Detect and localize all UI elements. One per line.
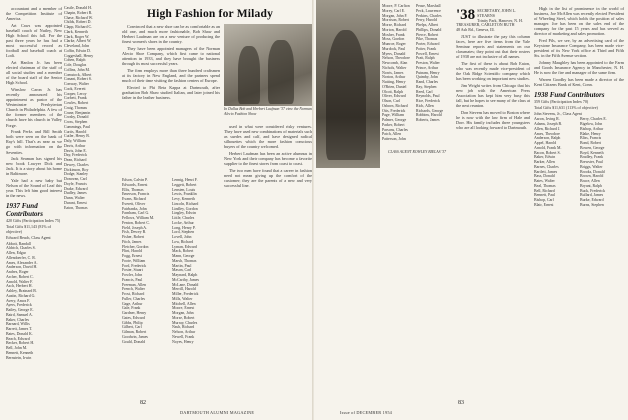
news-paragraph: Winslow Caron Jr. has recently announced his appointment as pastor of the Westminster Presbyterian Church in Philadelphia. A few of the former members of the church have his church in Valley Forge.: [6, 86, 62, 128]
contributor-name: Lensten, Louis: [172, 187, 196, 192]
left-col-2: [64, 6, 120, 401]
contributor-name: Patch, Allen: [382, 132, 402, 137]
contributor-name: Farnham, Carl G.: [122, 211, 150, 216]
contributor-name: Perkins, Charles: [416, 13, 442, 18]
article-paragraph: used in what were considered risky ventures. They have used new combinations of materials such as suedes and calf, and have designed radical silhouettes which the more fashion conscious buyers of the country welcomed.: [224, 124, 312, 150]
contributor-name: Preston, Walter: [416, 61, 440, 65]
contributor-list: [64, 6, 120, 210]
contributor-name: Dodge, Stanley: [64, 172, 88, 177]
contributor-name: Gates, Edward: [122, 315, 145, 320]
contributor-name: Nutting, Henry: [382, 80, 406, 84]
contributor-name: Gilbert, Carl: [122, 325, 142, 330]
contributor-name: Roberts, James: [416, 118, 440, 122]
contributor-name: Gardner, Henry: [122, 311, 147, 315]
fund-total-1938: Total Gifts $11,631 (113% of objective): [534, 104, 598, 110]
right-col-1: [382, 4, 414, 148]
class-officer-line: 48 Ash Rd., Geneva, Ill.: [456, 27, 495, 33]
contributor-name: Castle, Donald H.: [64, 6, 92, 10]
fund-heading-1938: 1938 Fund Contributors: [534, 90, 605, 99]
contributor-name: Chapin, Robert R.: [64, 10, 93, 15]
contributor-name: Fenton, Robert C.: [122, 220, 150, 225]
contributor-name: Fogg, Ernest: [122, 254, 142, 258]
right-col-3: [318, 170, 452, 400]
contributor-name: Gibbs, Philip: [122, 320, 143, 325]
class-officer-line: TREASURER, CARLETON RUTH: [456, 22, 515, 28]
contributor-name: Ayers, Frederick: [6, 303, 32, 308]
contributor-name: Locke, Arthur: [172, 220, 194, 225]
contributor-name: Maynard, Ralph: [172, 273, 198, 277]
contributor-name: Collins, John M.: [64, 67, 90, 72]
contributor-name: Pierce, Robert: [416, 32, 439, 37]
contributor-name: Newell, Frank: [172, 334, 195, 339]
contributor-name: Corbett, Frank: [64, 96, 87, 101]
contributor-list: [122, 178, 170, 344]
contributor-name: Cole, Douglas: [64, 63, 87, 67]
class-note-paragraph: JUST to illustrate the pay this column faces, here are five items from the Yale Seminar reports and statements on our classmates; they point out that their rosters of 1938 are not inclusive of all names.: [456, 33, 530, 60]
contributor-name: Allendoerfer, C. R.: [6, 255, 36, 260]
contributor-name: Quimby, John: [416, 75, 438, 80]
contributor-name: Allen, Edgar: [6, 251, 26, 256]
contributor-name: Brown, Harold: [580, 174, 604, 179]
contributor-name: Fowler, John: [122, 273, 143, 277]
contributor-name: Morton, Harold: [382, 27, 407, 32]
contributor-name: Bernstein, Irwin: [6, 355, 32, 360]
contributor-name: Olcott, Ralph: [382, 89, 403, 94]
contributor-name: Peck, Lawrence: [416, 8, 441, 13]
contributor-name: Ames, Alexander A.: [6, 260, 38, 265]
contributor-list: [172, 178, 220, 344]
contributor-name: Moss, Gordon: [382, 37, 405, 42]
contributor-name: Fletcher, Gordon: [122, 244, 149, 249]
class-note-paragraph: Fred Pils, we see, by an advertising card of the Keystone Insurance Company, has been made vice-president of its New York office at Third and Fifth Sts. in the Fifth Avenue section.: [534, 38, 624, 59]
contributor-name: Bailey, George E.: [6, 308, 34, 313]
contributor-name: Coffin, Edwin D.: [64, 48, 91, 53]
contributor-name: Bates, Donald K.: [6, 331, 33, 336]
class-note-paragraph: Jim Wright writes from Chicago that his new job with the American Press Association has kept him very busy this fall, but he hopes to see many of the class at the next reunion.: [456, 82, 530, 109]
contributor-name: Ames, Theodore: [534, 131, 560, 136]
contributor-list: [416, 4, 452, 123]
contributor-name: Berry, Charles E.: [580, 117, 607, 122]
contributor-name: Bishop, Arthur: [580, 126, 604, 131]
class-note-paragraph: Johnny Maughley has been appointed to the Farm and Goods Insurance Agency in Manchester, N. H. He is now the fire and manager of the same firm.: [534, 59, 624, 76]
contributor-name: Rich, Allen: [416, 103, 434, 108]
contributor-name: Bell, Richard: [534, 188, 555, 193]
contributor-name: Avery, Amos F.: [6, 298, 31, 303]
contributor-name: Morgan, John: [172, 311, 194, 315]
contributor-name: Eaton, Thomas: [64, 205, 88, 210]
contributor-name: Cohen, Ralph: [64, 58, 86, 63]
contributor-name: Becker, Robert H.: [6, 341, 35, 346]
contributor-name: Cummings, Paul: [64, 124, 90, 129]
contributor-name: Fuller, Charles: [122, 296, 145, 301]
contributor-name: Moore, Ernest: [172, 306, 195, 311]
contributor-name: Bass, Donald: [534, 174, 555, 179]
contributor-name: Durant, Ernest: [64, 200, 87, 205]
contributor-name: Morgan, John F.: [382, 13, 408, 18]
article-headline: High Fashion for Milady: [146, 8, 274, 20]
contributor-name: Brooks, Donald: [580, 169, 605, 174]
contributor-name: Clark, Kenneth: [64, 29, 88, 34]
contributor-name: Gage, Arthur: [122, 301, 143, 306]
contributor-name: Gould, Donald: [122, 339, 146, 344]
contributor-name: Nichols, Walter: [382, 65, 407, 70]
contributor-name: Adams, Joseph B.: [534, 122, 563, 127]
contributor-name: Edson, Calvin P.: [122, 178, 148, 182]
contributor-name: Osborn, Richard: [382, 103, 408, 108]
contributor-name: Freeman, Allen: [122, 282, 146, 287]
contributor-name: Briggs, Walter: [580, 164, 603, 169]
page-number-left: 82: [140, 400, 146, 406]
contributor-name: Little, Charles: [172, 216, 195, 220]
contributor-name: Pike, Thomas: [416, 37, 438, 42]
contributor-list: [382, 4, 414, 142]
contributor-name: Field, Joseph A.: [122, 225, 148, 230]
contributor-name: Patterson, John: [382, 137, 406, 141]
contributor-name: Myers, Donald: [382, 51, 406, 56]
contributor-name: Robbins, Harold: [416, 113, 442, 118]
contributor-name: Bowen, George: [580, 145, 605, 150]
contributor-name: McCarthy, James: [172, 277, 199, 282]
contributor-name: Blake, Henry: [580, 131, 601, 136]
contributor-name: Mack, Robert: [172, 249, 194, 254]
contributor-name: Bates, Walter: [534, 179, 555, 184]
contributor-name: Nelson, Theodore: [382, 56, 410, 61]
contributor-name: Bartlett, James: [534, 169, 558, 174]
contributor-name: Bacon, Robert S.: [534, 150, 561, 155]
contributor-name: Davis, John E.: [64, 148, 87, 153]
contributor-name: Marsh, Thomas: [172, 258, 197, 263]
contributor-name: Donovan, Carl: [64, 177, 87, 181]
class-notes-text: [456, 34, 530, 130]
contributor-name: Potter, Frank: [416, 46, 437, 51]
contributor-name: Conway, Walter: [64, 82, 89, 86]
contributor-name: Fellows, William M.: [122, 216, 155, 220]
contributor-name: Buck, Frederick: [580, 188, 606, 193]
contributor-name: Barnes, Charles: [534, 164, 559, 169]
contributor-name: Abbott, Randall: [6, 241, 31, 246]
article-paragraph: Convinced that a new shoe can be as comfortable as an old one, and much more fashionable, Bob Shaw and Herbert Laufman are on a new venture of producing the finest women's shoes in the country.: [122, 24, 220, 45]
contributor-name: Asch, Herbert H.: [6, 284, 33, 289]
contributor-name: Arnold, Walter F.: [6, 279, 33, 284]
left-col-5: [172, 178, 220, 398]
class-note-paragraph: Warren Goodby has been made a director of the Kent Citizens Bank of Kent, Conn.: [534, 76, 624, 87]
page-number-right: 83: [458, 400, 464, 406]
contributor-name: Powell, Ernest: [416, 51, 439, 56]
contributor-name: Perry, Harold: [416, 18, 437, 23]
contributor-name: Noyes, Henry: [172, 339, 194, 344]
contributor-name: Goodwin, James: [122, 334, 148, 339]
contributor-name: Cross, Stephen: [64, 120, 88, 124]
contributor-name: Bryant, Ralph: [580, 183, 602, 188]
contributor-name: Barrett, James T.: [6, 327, 33, 332]
contributor-name: Baker, Edwin: [534, 155, 556, 160]
contributor-name: Bennett, Paul: [534, 193, 555, 198]
contributor-name: Drake, Edward: [64, 186, 88, 191]
contributor-name: Francis, Paul: [122, 277, 143, 282]
contributor-name: Cleveland, John: [64, 44, 90, 48]
contributor-name: Porter, Edward: [416, 42, 440, 46]
fund-agent-1937: Edward Beach, Class Agent: [6, 234, 51, 240]
contributor-name: Bigelow, John: [580, 122, 603, 127]
contributor-name: Ellis, Thomas: [122, 187, 144, 192]
contributor-name: O'Brien, Daniel: [382, 84, 407, 89]
contributor-name: Chase, Richard W.: [64, 15, 93, 20]
contributor-name: Gale, Frank: [122, 306, 141, 311]
contributor-name: Otis, Frederick: [382, 108, 406, 113]
contributor-name: Lewis, Franklin: [172, 192, 197, 197]
contributor-name: Lord, Stephen: [172, 230, 195, 235]
contributor-name: Everett, Oliver: [122, 201, 146, 206]
contributor-name: Long, Henry P.: [172, 225, 196, 230]
contributor-name: Dunn, Walter: [64, 196, 85, 200]
contributor-name: Aldrich, Charles S.: [6, 246, 36, 251]
class-note-paragraph: Don Stevens has moved to Boston where he is now with the law firm of Hale and Dorr. His family includes three youngsters who are all looking forward to Dartmouth.: [456, 109, 530, 131]
contributor-name: Lingley, Edwin: [172, 211, 196, 216]
news-paragraph: Frank Perks and Bill Smith both were seen on the bank of Ray's hill. That's as near as we go with information on the Seventies.: [6, 129, 62, 155]
class-notes-column: [456, 6, 530, 401]
contributor-name: Bliss, Francis: [580, 136, 602, 141]
contributor-name: Murdock, Paul: [382, 46, 406, 51]
contributor-name: Phelps, Albert: [416, 23, 439, 27]
contributor-name: Flint, Harold: [122, 249, 143, 254]
contributor-name: Ashley, Brainard B.: [6, 289, 37, 294]
contributor-name: Emerson, Francis: [122, 192, 150, 197]
contributor-name: Martin, Paul: [172, 263, 192, 268]
article-paragraph: They have been appointed managers of the Norman Alecio Shoe Company, which first came to national attention in 1933, and they have brought the business through its most successful years.: [122, 45, 220, 67]
contributor-name: Phillips, Donald: [416, 27, 442, 32]
contributor-name: Lennig, Henri F.: [172, 178, 198, 182]
contributor-name: Dewey, Charles: [64, 162, 89, 167]
contributor-name: Levy, Kenneth: [172, 197, 195, 201]
class-note-paragraph: High in the list of prominence in the world of business, Joe McAllen was recently elected President of Wheeling Steel, which holds the position of sales manager. Joe has been on the sales end of the company for the past 15 years and has served as director of marketing and sales promotion.: [534, 6, 624, 37]
contributor-name: Clapp, Richard C.: [64, 25, 93, 29]
contributor-name: Cooper, Leroy: [64, 91, 87, 96]
contributor-name: Baird, Samuel A.: [6, 312, 33, 317]
contributor-name: Foote, William: [122, 258, 146, 263]
fund-agent-1938: John Stevens, Jr., Class Agent: [534, 110, 582, 116]
news-paragraph: Yale had a new baby but Nelson of the Sound of Leaf this year. This left him good interest in the news.: [6, 178, 62, 199]
contributor-name: Fitch, James: [122, 239, 142, 244]
contributor-name: Nelson, Arthur: [172, 330, 196, 334]
contributor-name: Morse, Richard: [382, 23, 407, 27]
contributor-name: Day, Frederick: [64, 153, 88, 158]
contributor-name: Coggeshall, Henry: [64, 53, 94, 58]
fund-heading-1937: 1937 Fund Contributors: [6, 202, 43, 219]
contributor-name: Boyd, Kenneth: [580, 150, 604, 155]
left-col-6: [224, 178, 310, 398]
contributor-name: Bennett, Kenneth: [6, 350, 34, 355]
article-paragraph: Herbert Laufman has been an active alumnus in New York and their company has become a favorite supplier to the finest stores from coast to coast.: [224, 150, 312, 167]
contributor-name: Foster, Stuart: [122, 268, 143, 273]
contributor-name: Nash, Richard: [172, 325, 195, 330]
contributor-name: Crane, Benjamin: [64, 110, 91, 115]
contributor-name: Bradley, Frank: [580, 155, 604, 160]
contributor-name: Bond, Robert: [580, 141, 601, 146]
contributor-name: Burke, Edward: [580, 198, 604, 203]
contributor-name: Anderson, David H.: [6, 265, 38, 270]
contributor-name: Appel, Harold: [534, 141, 557, 146]
contributor-name: Leggett, Robert: [172, 182, 197, 187]
article-paragraph: Elected to Phi Beta Kappa at Dartmouth, after graduation Bob Shaw studied Italian, and later joined his father in the leather business.: [122, 84, 220, 100]
contributor-name: Reynolds, Paul: [416, 94, 440, 99]
contributor-name: Andres, Roger: [6, 270, 29, 275]
contributor-name: Merrill, Harold: [172, 287, 196, 292]
article-continued: [224, 124, 312, 189]
contributor-name: Daly, William: [64, 139, 86, 143]
contributor-name: Putnam, Henry: [416, 70, 440, 75]
contributor-name: Fisher, Robert: [122, 235, 145, 239]
contributor-name: Ray, Stephen: [416, 84, 437, 89]
class-officer-line: SECRETARY, JOHN L. STEARNS: [477, 8, 517, 18]
contributor-name: Morey, Carl E.: [382, 8, 406, 13]
contributor-name: Pease, Marshall: [416, 4, 441, 8]
contributor-name: Blair, Ernest: [534, 202, 554, 207]
class-officer-line: Trinity Park, Hanover, N. H.: [477, 17, 523, 23]
fund-participation-1937: 420 Gifts (Participation Index 75): [6, 218, 61, 224]
contributor-name: Mason, Carl: [172, 268, 192, 273]
contributor-name: Oliver, Edward: [382, 94, 406, 99]
contributor-name: Dean, Richard: [64, 158, 87, 162]
contributor-name: Beach, Edward: [6, 336, 30, 341]
contributor-name: Dudley, James: [64, 191, 87, 196]
article-body: [122, 24, 220, 174]
contributor-name: Conant, Robert S.: [64, 77, 92, 82]
contributor-name: Richards, George: [416, 108, 444, 113]
contributor-name: Prince, Arthur: [416, 65, 439, 70]
contributor-name: Lindley, Gordon: [172, 206, 198, 211]
footer-right: Issue of DECEMBER 1954: [340, 410, 393, 415]
contributor-name: Comstock, Albert: [64, 72, 92, 77]
contributor-name: Morrison, Robert: [382, 18, 410, 23]
contributor-name: Anderson, Ralph: [534, 136, 561, 141]
right-col-5: [534, 6, 624, 401]
class-year-heading: '38: [456, 7, 476, 23]
fund-names-1938: [534, 117, 578, 207]
news-paragraph: Jack Seaman has signed his new book Lawyer Dick and Jack. It is a story about his home in Baltimore.: [6, 156, 62, 177]
contributor-name: Ford, Frederick: [122, 263, 147, 268]
contributor-name: Evans, Richard: [122, 197, 146, 201]
fund-participation-1938: 359 Gifts (Participation Index 70): [534, 98, 589, 104]
contributor-name: Barker, Allen: [534, 160, 555, 165]
news-paragraph: Art Hanlon Jr. has been elected chairman of the staff of all social studies and a member of the board staff of the Senior High School.: [6, 59, 62, 86]
fund-names-1938: [580, 117, 624, 207]
fashion-photo-caption: In Dallas Bob and Herbert Laufman '37 view the Norman Alecio Fashion Show: [224, 107, 312, 116]
contributor-name: Childs, Robert D.: [64, 20, 92, 25]
news-paragraph: accountant and a member of the Competition Institute of America.: [6, 6, 62, 22]
contributor-name: Lincoln, Richard: [172, 201, 199, 206]
contributor-name: Gilman, Robert: [122, 330, 147, 334]
contributor-name: Olson, Carl: [382, 99, 400, 103]
contributor-name: Cook, Everett: [64, 86, 86, 91]
contributor-name: Mann, George: [172, 254, 195, 258]
contributor-name: Archer, Robert C.: [6, 274, 34, 279]
contributor-name: Murray, Charles: [172, 320, 198, 325]
left-col-1: [6, 6, 62, 401]
contributor-name: Clark, Roger W.: [64, 34, 90, 39]
contributor-name: Davis, Arthur: [64, 143, 86, 148]
article-paragraph: The two men have found that a career in fashion need not mean giving up the comfort of the customer; they are the parents of a new and very successful line.: [224, 167, 312, 189]
contributor-name: Doyle, Francis: [64, 181, 87, 186]
class-agent-caption: CLASS AGENT ROWLEY BIELAS '37: [387, 150, 447, 154]
contributor-name: Rand, Charles: [416, 80, 439, 84]
left-col-4: [122, 178, 170, 398]
contributor-name: Crosby, Donald: [64, 115, 89, 120]
contributor-name: Arnold, Frank M.: [534, 145, 562, 150]
contributor-name: Fairbanks, John: [122, 206, 147, 211]
contributor-name: Bell, John M.: [6, 346, 28, 351]
class-notes-text: [534, 6, 624, 87]
contributor-name: Burns, Stephen: [580, 202, 604, 207]
contributor-name: Brewster, Paul: [580, 160, 603, 165]
fund-names-1937: [6, 242, 62, 361]
contributor-name: Page, William: [382, 113, 405, 118]
contributor-name: Moore, P. Carlton: [382, 4, 410, 8]
contributor-name: Norton, Arthur: [382, 75, 406, 80]
fund-total-1937: Total Gifts $11,143 (81% of objective): [6, 224, 52, 234]
contributor-name: Bullard, James: [580, 193, 604, 198]
contributor-name: Reed, Carl: [416, 89, 433, 94]
news-paragraph: Art Caws was appointed baseball coach of Nutley, New High School this fall. For the past three years he has had a most successful record as football and baseball coach at Lodi.: [6, 22, 62, 59]
contributor-name: Bruce, Allen: [580, 179, 600, 184]
contributor-name: Beal, Thomas: [534, 183, 556, 188]
contributor-name: McLane, Donald: [172, 282, 199, 287]
contributor-name: Morse, Robert: [172, 315, 195, 320]
contributor-name: Aaron, Irving R.: [534, 117, 560, 122]
contributor-name: Clarke, Albert W.: [64, 39, 92, 44]
contributor-name: Cutler, Henry B.: [64, 134, 90, 139]
contributor-name: Parsons, Charles: [382, 127, 408, 132]
contributor-name: Munroe, Roger: [382, 42, 406, 46]
contributor-name: Lovell, John: [172, 235, 192, 239]
contributor-name: Rice, Frederick: [416, 99, 440, 103]
contributor-name: Mosher, Frank: [382, 32, 405, 37]
contributor-name: Allen, Richard J.: [534, 126, 561, 131]
contributor-name: Fish, Dewey B.: [122, 230, 147, 235]
contributor-name: Barnard, Willis: [6, 322, 30, 327]
footer-left: DARTMOUTH ALUMNI MAGAZINE: [180, 410, 255, 415]
contributor-name: Dickinson, Roy: [64, 167, 89, 172]
news-notes-text: [6, 6, 62, 198]
contributor-name: Palmer, George: [382, 118, 407, 122]
contributor-name: Austin, Richard G.: [6, 293, 36, 298]
class-note-paragraph: The first of these is about Bob Eaton, who was recently made vice-president of the Oak Ridge Scientific company which has been working on important new studies.: [456, 60, 530, 82]
contributor-name: Mitchell, Allen: [172, 301, 196, 306]
contributor-name: Curtis, Harold: [64, 129, 87, 134]
contributor-name: Frost, Richard: [122, 292, 145, 296]
contributor-name: French, Walter: [122, 287, 145, 292]
contributor-name: Baker, Charles: [6, 317, 29, 322]
contributor-name: Mills, Walter: [172, 296, 193, 301]
contributor-name: Miller, Frederick: [172, 292, 199, 296]
contributor-name: Craig, Thomas: [64, 105, 88, 110]
contributor-name: Bishop, Carl: [534, 198, 554, 203]
contributor-name: Parker, Robert: [382, 122, 405, 127]
right-col-2: [416, 4, 452, 148]
contributor-name: Pratt, Ralph: [416, 56, 435, 61]
contributor-name: Cowles, Robert: [64, 101, 89, 105]
contributor-name: Norris, James: [382, 70, 404, 75]
contributor-name: Edwards, Ernest: [122, 182, 148, 187]
contributor-name: Newcomb, Alan: [382, 61, 408, 65]
contributor-name: Lyman, Edward: [172, 244, 197, 249]
contributor-name: Low, Richard: [172, 239, 194, 244]
class-agent-photo: [316, 0, 380, 168]
article-paragraph: The firm employs more than three hundred craftsmen at its factory in New England, and the partners spend much of their time visiting the fashion centers of Europe.: [122, 67, 220, 83]
fashion-photo: [224, 24, 312, 106]
